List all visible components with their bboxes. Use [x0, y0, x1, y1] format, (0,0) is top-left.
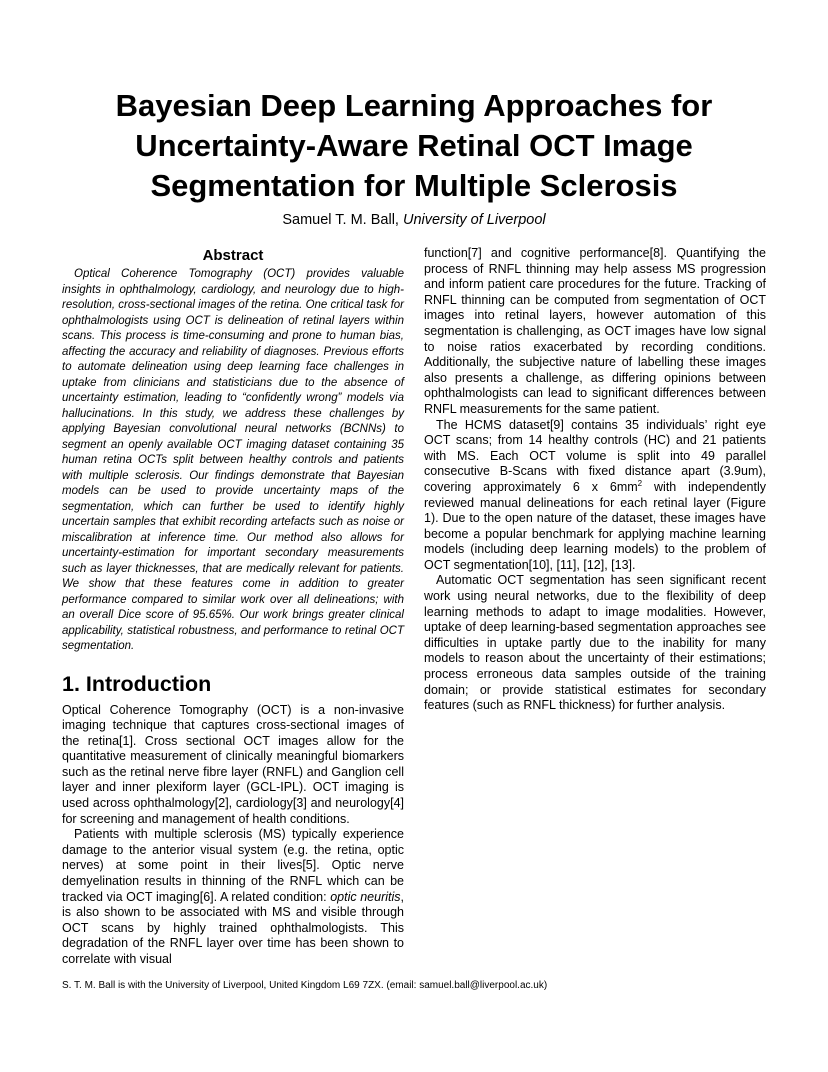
footnote: S. T. M. Ball is with the University of Liverpool, United Kingdom L69 7ZX. (email: samuel.ball@liverpool.ac.uk) — [62, 980, 548, 991]
title-line: Segmentation for Multiple Sclerosis — [150, 168, 678, 203]
right-p2-text-a: The HCMS dataset[9] contains 35 individuals’ right eye OCT scans; from 14 healthy controls (HC) and 21 patients with MS. Each OCT volume is split into 49 parallel consecutive B-Scans with fixed distance apart (3.9um), covering approximately 6 x 6mm — [424, 417, 766, 494]
intro-paragraph-1: Optical Coherence Tomography (OCT) is a non-invasive imaging technique that captures cross-sectional images of the retina[1]. Cross sectional OCT images allow for the quantitative measurement of clinically meaningful biomarkers such as the retinal nerve fibre layer (RNFL) and Ganglion cell layer and inner plexiform layer (GCL-IPL). OCT imaging is used across ophthalmology[2], cardiology[3] and neurology[4] for screening and management of health conditions. — [62, 702, 404, 826]
title-line: Bayesian Deep Learning Approaches for — [115, 88, 713, 123]
intro-p2-text-b: , is also shown to be associated with MS and visible through OCT scans by highly trained ophthalmologists. This degradation of the RNFL layer over time has been shown to correlate with visual — [62, 889, 404, 966]
abstract-text: Optical Coherence Tomography (OCT) provides valuable insights in ophthalmology, cardiology, and neurology due to high-resolution, cross-sectional images of the retina. One critical task for ophthalmologists using OCT is delineation of retinal layers within scans. This process is time-consuming and prone to human bias, affecting the accuracy and reliability of diagnoses. Previous efforts to automate delineation using deep learning face challenges in uptake from clinicians and statisticians due to the absence of uncertainty estimation, leading to “confidently wrong” models via hallucinations. In this study, we address these challenges by applying Bayesian convolutional neural networks (BCNNs) to segment an openly available OCT imaging dataset containing 35 human retina OCTs split between healthy controls and patients with multiple sclerosis. Our findings demonstrate that Bayesian models can be used to provide uncertainty maps of the segmentation, which can further be used to identify highly uncertain samples that exhibit recording artefacts such as noise or miscalibration at inference time. Our method also allows for uncertainty-estimation for important secondary measurements such as layer thicknesses, that are medically relevant for patients. We show that these features come in addition to greater performance compared to similar work over all delineations; with an overall Dice score of 95.65%. Our work brings greater clinical applicability, statistical robustness, and performance to retinal OCT segmentation. — [62, 268, 404, 652]
section-heading: 1. Introduction — [62, 671, 212, 696]
title-line: Uncertainty-Aware Retinal OCT Image — [135, 128, 693, 163]
left-column — [62, 247, 404, 968]
intro-p2-italic: optic neuritis — [330, 889, 401, 904]
author-name: Samuel T. M. Ball, — [282, 212, 403, 228]
paper-title — [60, 86, 768, 206]
right-p2-text-b: with independently reviewed manual delineations for each retinal layer (Figure 1). Due to the open nature of the dataset, these images have become a popular benchmark for applying machine learning models (including deep learning models) to the problem of OCT segmentation[10], [11], [12], [13]. — [424, 479, 766, 572]
intro-p2-text-a: Patients with multiple sclerosis (MS) typically experience damage to the anterior visual system (e.g. the retina, optic nerves) at some point in their lives[5]. Optic nerve demyelination results in thinning of the RNFL which can be tracked via OCT imaging[6]. A related condition: — [62, 827, 404, 904]
right-paragraph-3: Automatic OCT segmentation has seen significant recent work using neural networks, due to the flexibility of deep learning methods to adapt to image modalities. However, uptake of deep learning-based segmentation approaches see difficulties in uptake partly due to the inability for many models to reason about the uncertainty of their estimations; process erroneous data samples outside of the training domain; or provide statistical estimates for secondary features (such as RNFL thickness) for further analysis. — [424, 573, 766, 713]
abstract-heading: Abstract — [202, 247, 264, 264]
intro-paragraph-2 — [62, 827, 404, 967]
right-paragraph-2 — [424, 418, 766, 574]
author-line — [0, 212, 828, 228]
right-paragraph-1: function[7] and cognitive performance[8]. Quantifying the process of RNFL thinning may help assess MS progression and inform patient care procedures for the future. Tracking of RNFL thinning can be computed from segmentation of OCT images into retinal layers, however automation of this segmentation is challenging, as OCT images have low signal to noise ratios exacerbated by recording conditions. Additionally, the subjective nature of labelling these images also presents a challenge, as differing opinions between ophthalmologists can lead to significant differences between RNFL measurements for the same patient. — [424, 246, 766, 416]
right-column — [424, 246, 766, 714]
author-affiliation: University of Liverpool — [402, 212, 546, 228]
superscript-2: 2 — [637, 478, 643, 488]
